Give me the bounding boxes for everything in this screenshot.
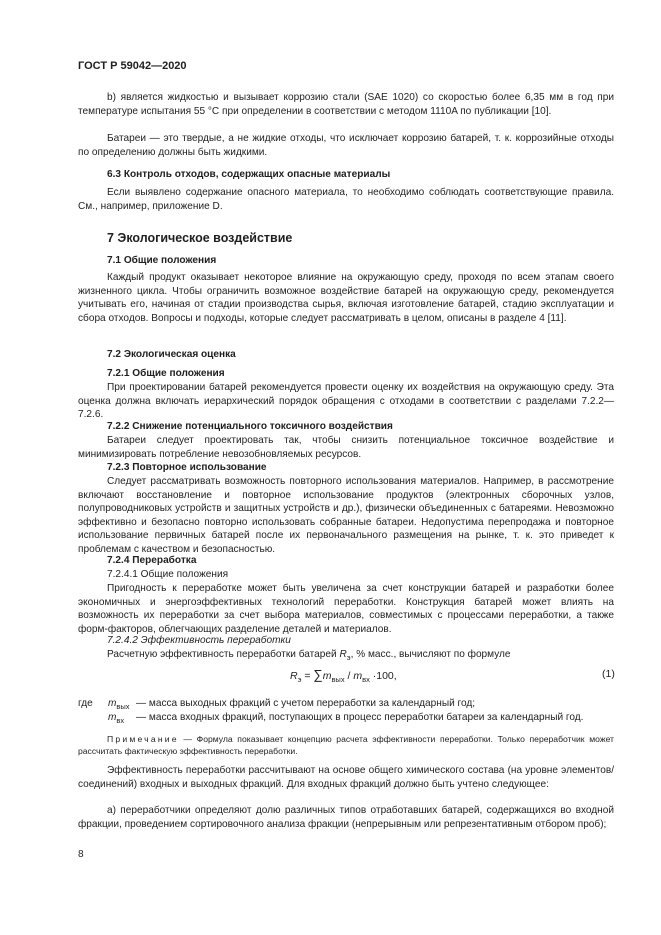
formula-intro-sub: э xyxy=(346,653,351,662)
formula-intro-var: R xyxy=(339,649,347,660)
heading-7-2-1: 7.2.1 Общие положения xyxy=(107,368,225,379)
definition-var-sub: вх xyxy=(116,716,125,725)
formula-lhs-sub: э xyxy=(297,675,302,684)
formula-m-in-sub: вх xyxy=(362,675,370,684)
heading-7-2: 7.2 Экологическая оценка xyxy=(107,349,236,360)
paragraph-toxic-impact: Батареи следует проектировать так, чтобы снизить потенциальное токсичное воздействие и минимизировать потребление невозобновляемых ресурсов. xyxy=(78,435,614,460)
heading-7-2-4-1: 7.2.4.1 Общие положения xyxy=(107,569,229,580)
definition-row xyxy=(78,711,618,725)
page-number: 8 xyxy=(78,849,84,860)
formula-m-out-sub: вых xyxy=(331,675,345,684)
formula-number: (1) xyxy=(602,668,615,680)
paragraph-formula-intro xyxy=(78,648,614,662)
definition-var-symbol: m xyxy=(108,712,117,723)
heading-7-2-3: 7.2.3 Повторное использование xyxy=(107,462,267,473)
definition-var xyxy=(108,711,124,725)
heading-7-2-4-2-text: 7.2.4.2 Эффективность переработки xyxy=(107,635,291,646)
definition-text: — масса входных фракций, поступающих в процесс переработки батареи за календарный год. xyxy=(136,712,584,723)
heading-section-7: 7 Экологическое воздействие xyxy=(107,231,293,245)
heading-7-2-4: 7.2.4 Переработка xyxy=(107,555,197,566)
paragraph-reuse: Следует рассматривать возможность повторного использования материалов. Например, в рассмотрение включают восстановление и повторное использование продуктов (электронных сборочных узлов, полупроводниковых устройств и защитных устройств и др.), физически объединенных с батареями. Невозможно эффективно и безопасно повторно использовать собранные батареи. Недопустима перепродажа и повторное использование первичных батарей после их первоначального размещения на рынке, т. к. это приведет к проблемам с качеством и безопасностью. xyxy=(78,476,614,555)
definition-var-sub: вых xyxy=(116,702,130,711)
formula-lhs: R xyxy=(290,670,298,682)
heading-7-2-4-2 xyxy=(78,634,614,648)
list-item-a: a) переработчики определяют долю различных типов отработавших батарей, содержащихся во входной фракции, проведением сортировочного анализа фракции (непрерывным или репрезентативным отбором проб); xyxy=(78,805,614,830)
definition-lead: где xyxy=(78,698,93,709)
formula-intro-text: Расчетную эффективность переработки батарей xyxy=(107,649,340,660)
heading-7-2-2: 7.2.2 Снижение потенциального токсичного воздействия xyxy=(107,421,393,432)
formula-equals: = xyxy=(304,670,311,682)
formula-m-out: m xyxy=(322,670,332,682)
heading-6-3: 6.3 Контроль отходов, содержащих опасные материалы xyxy=(107,169,391,180)
formula-expression xyxy=(290,668,397,684)
heading-7-1: 7.1 Общие положения xyxy=(107,255,217,266)
formula-m-in: m xyxy=(353,670,363,682)
formula-intro-tail: , % масс., вычисляют по формуле xyxy=(350,649,511,660)
paragraph-b-corrosion: b) является жидкостью и вызывает коррозию стали (SAE 1020) со скоростью более 6,35 мм в год при температуре испытания 55 °C при определении в соответствии с методом 1110A по публикации [10]. xyxy=(78,92,614,117)
formula-definitions xyxy=(78,697,618,725)
formula-1 xyxy=(0,668,661,690)
formula-tail: ·100, xyxy=(372,670,397,682)
paragraph-assessment: При проектировании батарей рекомендуется провести оценку их воздействия на окружающую среду. Эта оценка должна включать иерархический порядок обращения с отходами в соответствии с разделами 7.2.2—7.2.6. xyxy=(78,382,614,421)
paragraph-recyclability: Пригодность к переработке может быть увеличена за счет конструкции батарей и разработки более экономичных и энергоэффективных технологий переработки. Конструкция батарей может влиять на возможность их переработки за счет выбора материалов, совместимых с процессами переработки, а также форм-факторов, облегчающих разделение деталей и материалов. xyxy=(78,583,614,635)
note-label: Примечание xyxy=(107,734,179,744)
definition-var xyxy=(108,697,130,711)
definition-text: — масса выходных фракций с учетом переработки за календарный год; xyxy=(136,698,476,709)
document-header: ГОСТ Р 59042—2020 xyxy=(78,60,187,72)
formula-sum-sign: ∑ xyxy=(313,667,323,682)
paragraph-lifecycle: Каждый продукт оказывает некоторое влияние на окружающую среду, проходя по всем этапам своего жизненного цикла. Чтобы ограничить возможное воздействие батарей на окружающую среду, рекомендуется учитывать его, начиная от стадии производства сырья, включая изготовление батарей, стадию эксплуатации и сбора отходов. Вопросы и подходы, которые следует рассматривать в целом, описаны в разделе 4 [11]. xyxy=(78,272,614,324)
definition-row xyxy=(78,697,618,711)
definition-var-symbol: m xyxy=(108,698,117,709)
note-text: — Формула показывает концепцию расчета эффективности переработки. Только переработчик может рассчитать фактическую эффективность переработки. xyxy=(78,734,614,756)
paragraph-hazardous-material: Если выявлено содержание опасного материала, то необходимо соблюдать соответствующие правила. См., например, приложение D. xyxy=(78,187,614,212)
paragraph-batteries-solid: Батареи — это твердые, а не жидкие отходы, что исключает коррозию батарей, т. к. коррозийные отходы по определению должны быть жидкими. xyxy=(78,133,614,158)
note xyxy=(78,733,614,757)
paragraph-efficiency-basis: Эффективность переработки рассчитывают на основе общего химического состава (на уровне элементов/соединений) входных и выходных фракций. Для входных фракций должно быть учтено следующее: xyxy=(78,765,614,790)
formula-divide: / xyxy=(347,670,351,682)
